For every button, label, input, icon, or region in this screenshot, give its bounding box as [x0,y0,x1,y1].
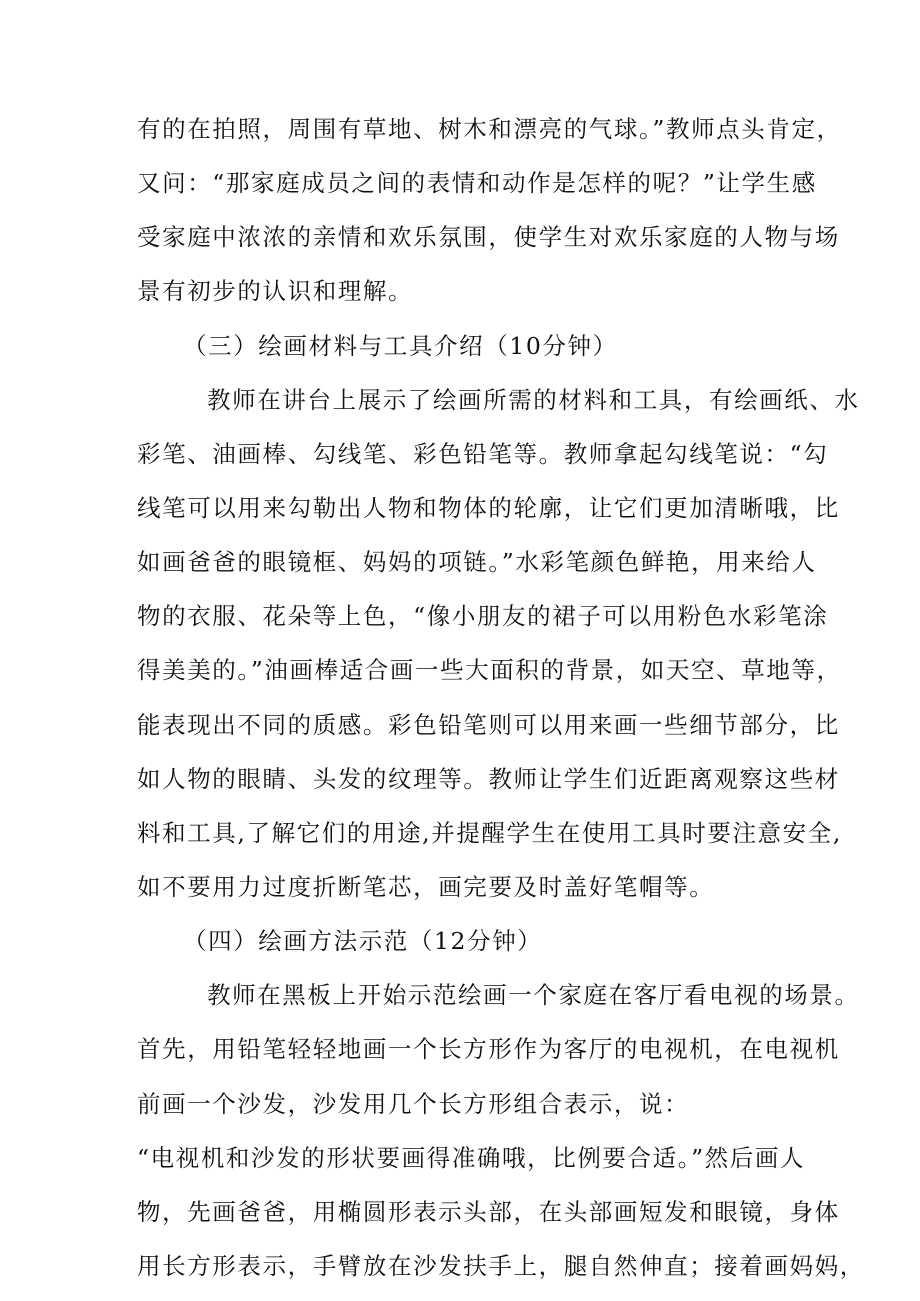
paragraph-2-line-5: 物的衣服、花朵等上色，“像小朋友的裙子可以用粉色水彩笔涂 [137,602,829,630]
section-heading-3: （三）绘画材料与工具介绍（10分钟） [183,332,618,360]
paragraph-3-line-4: “电视机和沙发的形状要画得准确哦，比例要合适。”然后画人 [137,1144,806,1172]
paragraph-3-line-2: 首先，用铅笔轻轻地画一个长方形作为客厅的电视机，在电视机 [137,1035,840,1063]
paragraph-1-line-2: 又问：“那家庭成员之间的表情和动作是怎样的呢？”让学生感 [137,169,817,197]
paragraph-1-line-1: 有的在拍照，周围有草地、树木和漂亮的气球。”教师点头肯定， [137,115,842,143]
paragraph-3-line-6: 用长方形表示，手臂放在沙发扶手上，腿自然伸直；接着画妈妈， [137,1252,865,1280]
paragraph-3-line-1: 教师在黑板上开始示范绘画一个家庭在客厅看电视的场景。 [207,981,860,1009]
paragraph-3-line-3: 前画一个沙发，沙发用几个长方形组合表示，说： [137,1090,690,1118]
paragraph-1-line-3: 受家庭中浓浓的亲情和欢乐氛围，使学生对欢乐家庭的人物与场 [137,223,840,251]
paragraph-3-line-5: 物，先画爸爸，用椭圆形表示头部，在头部画短发和眼镜，身体 [137,1198,840,1226]
paragraph-2-line-9: 料和工具,了解它们的用途,并提醒学生在使用工具时要注意安全, [137,819,842,847]
paragraph-2-line-2: 彩笔、油画棒、勾线笔、彩色铅笔等。教师拿起勾线笔说：“勾 [137,440,829,468]
paragraph-2-line-10: 如不要用力过度折断笔芯，画完要及时盖好笔帽等。 [137,873,715,901]
paragraph-1-line-4: 景有初步的认识和理解。 [137,277,414,305]
paragraph-2-line-4: 如画爸爸的眼镜框、妈妈的项链。”水彩笔颜色鲜艳，用来给人 [137,548,817,576]
paragraph-2-line-1: 教师在讲台上展示了绘画所需的材料和工具，有绘画纸、水 [207,386,860,414]
section-heading-4: （四）绘画方法示范（12分钟） [183,927,543,955]
paragraph-2-line-6: 得美美的。”油画棒适合画一些大面积的背景，如天空、草地等， [137,656,842,684]
paragraph-2-line-8: 如人物的眼睛、头发的纹理等。教师让学生们近距离观察这些材 [137,765,840,793]
paragraph-2-line-3: 线笔可以用来勾勒出人物和物体的轮廓，让它们更加清晰哦，比 [137,494,840,522]
paragraph-2-line-7: 能表现出不同的质感。彩色铅笔则可以用来画一些细节部分，比 [137,711,840,739]
